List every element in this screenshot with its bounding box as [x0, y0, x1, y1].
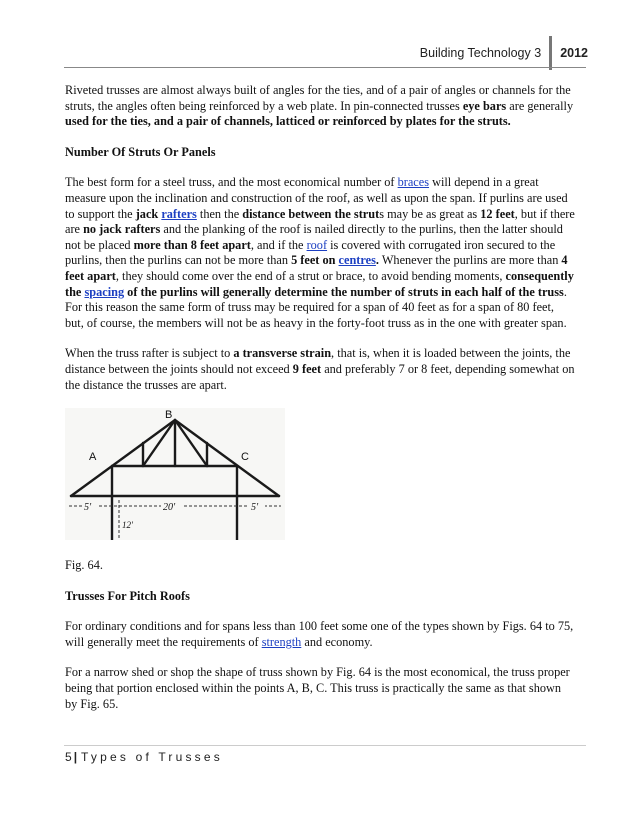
text-span: , and if the	[250, 237, 307, 252]
bold-span	[291, 253, 379, 267]
text-span: are generally	[506, 98, 574, 113]
text-span: and preferably 7 or 8 feet, depending somewhat on the distance the trusses are apart.	[65, 361, 575, 392]
text-span: , that is, when it is loaded between the joints, the distance between the joints should not exceed	[65, 346, 571, 376]
link-roof[interactable]: roof	[306, 237, 328, 252]
bold-span: eye bars	[462, 98, 507, 113]
bold-span: 9 feet	[292, 361, 322, 376]
text-span: Riveted trusses are almost always built of angles for the ties, and of a pair of angles or channels for the struts, the angles often being reinforced by a web plate. In pin-connected trusses	[65, 83, 571, 113]
text-span: jack	[135, 206, 162, 221]
header-title: Building Technology 3	[419, 46, 542, 60]
bold-span: no jack rafters	[83, 222, 161, 237]
text-span: consequently the	[65, 268, 574, 299]
footer-section-title: Types of Trusses	[81, 750, 223, 764]
text-span: When the truss rafter is subject to	[65, 346, 234, 361]
text-span: and economy.	[301, 634, 373, 649]
link-centres[interactable]: centres	[338, 253, 376, 268]
text-span: The best form for a steel truss, and the most economical number of	[65, 175, 398, 190]
label-c: C	[241, 451, 249, 464]
page-content	[65, 83, 575, 727]
text-span: then the	[196, 206, 243, 221]
paragraph-riveted-trusses	[65, 83, 575, 130]
dimension-left: 5'	[84, 502, 92, 514]
page-header	[420, 36, 588, 70]
footer-page-number: 5	[65, 750, 72, 764]
paragraph-ordinary-conditions	[65, 619, 575, 650]
text-span: and the planking of the roof is nailed directly to the purlins, then the latter should not be placed	[65, 222, 563, 252]
text-span: 5 feet on	[291, 253, 339, 268]
header-divider	[549, 36, 552, 70]
label-a: A	[89, 451, 97, 464]
footer-rule	[64, 745, 586, 746]
dimension-right: 5'	[251, 502, 259, 514]
bold-span: used for the ties, and a pair of channels, latticed or reinforced by plates for the struts.	[65, 114, 511, 129]
bold-span	[136, 207, 197, 221]
link-spacing[interactable]: spacing	[84, 284, 125, 299]
text-span: .	[375, 253, 379, 268]
bold-span: 4 feet apart	[65, 253, 568, 283]
text-span: is covered with corrugated iron secured to the purlins, then the purlins can not be more than	[65, 237, 556, 268]
truss-figure	[65, 408, 285, 540]
text-span: of the purlins will generally determine the number of struts in each half of the truss	[124, 284, 564, 299]
footer-separator: |	[73, 750, 78, 764]
dimension-middle: 20'	[163, 502, 176, 514]
text-span: Whenever the purlins are more than	[378, 253, 562, 268]
truss-drawing	[65, 408, 285, 540]
header-rule	[64, 67, 586, 68]
text-span: . For this reason the same form of truss may be required for a span of 40 feet as for a span of 80 feet, but, of course, the members will not be as heavy in the forty-foot truss as in the one with greater span.	[65, 284, 567, 330]
bold-span: distance between the strut	[242, 206, 380, 221]
label-b: B	[165, 409, 173, 422]
text-span: will depend in a great measure upon the inclination and construction of the roof, as well as upon the span. If purlins are used to support the	[65, 175, 568, 221]
text-span: , they should come over the end of a strut or brace, to avoid bending moments,	[115, 268, 506, 283]
text-span: For ordinary conditions and for spans less than 100 feet some one of the types shown by Figs. 64 to 75, will generally meet the requirements of	[65, 619, 574, 649]
bold-span: more than 8 feet apart	[133, 237, 251, 252]
figure-caption: Fig. 64.	[65, 558, 103, 573]
link-rafters[interactable]: rafters	[161, 206, 197, 221]
dimension-post: 12'	[122, 520, 133, 531]
paragraph-narrow-shed: For a narrow shed or shop the shape of truss shown by Fig. 64 is the most economical, the truss proper being that portion enclosed within the points A, B, C. This truss is practically the same as that shown by Fig. 65.	[65, 665, 570, 711]
paragraph-transverse-strain	[65, 346, 575, 393]
paragraph-struts	[65, 175, 575, 331]
text-span: , but if there are	[65, 206, 575, 237]
page-footer	[65, 750, 223, 764]
text-span: s may be as great as	[379, 206, 481, 221]
bold-span: a transverse strain	[233, 346, 332, 361]
link-strength[interactable]: strength	[261, 634, 302, 649]
header-year: 2012	[560, 46, 588, 60]
heading-struts-panels: Number Of Struts Or Panels	[65, 144, 216, 159]
bold-span: 12 feet	[480, 206, 515, 221]
heading-pitch-roofs: Trusses For Pitch Roofs	[65, 588, 190, 603]
link-braces[interactable]: braces	[397, 175, 430, 190]
